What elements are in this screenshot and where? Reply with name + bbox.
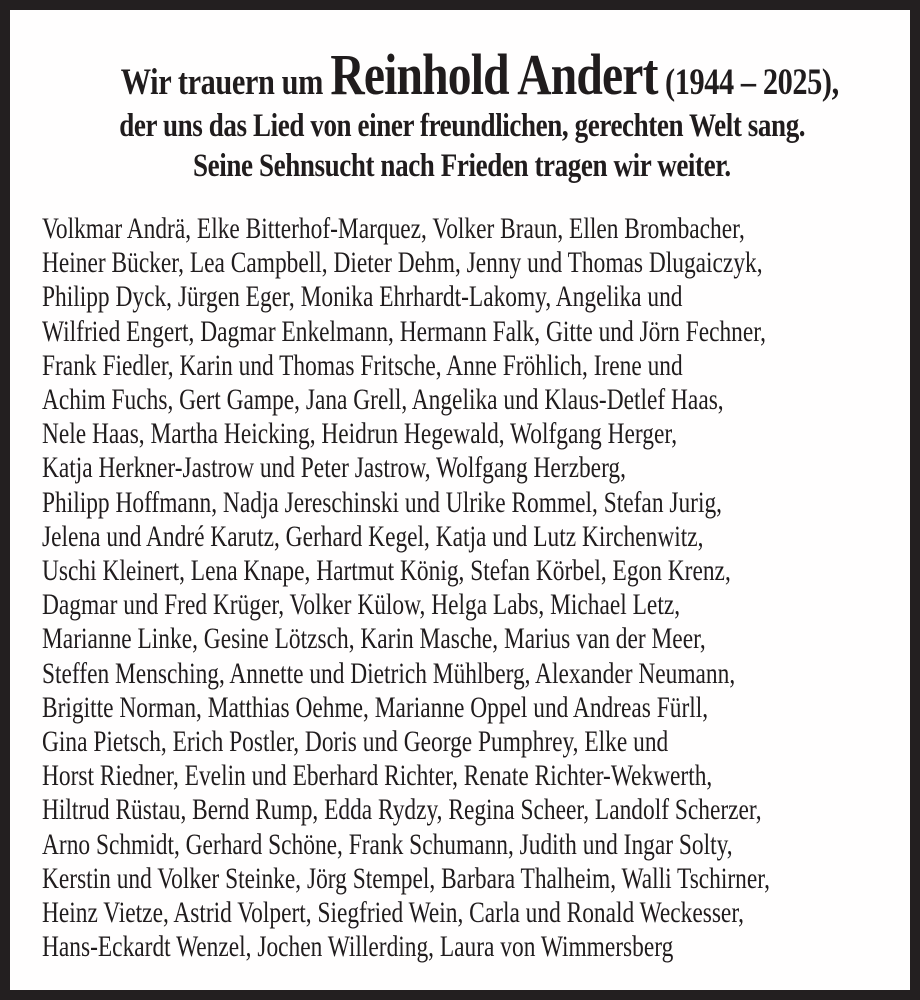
mourners-line: Marianne Linke, Gesine Lötzsch, Karin Masche, Marius van der Meer, xyxy=(42,622,706,656)
mourners-line: Frank Fiedler, Karin und Thomas Fritsche, Anne Fröhlich, Irene und xyxy=(42,348,683,382)
mourners-line: Philipp Dyck, Jürgen Eger, Monika Ehrhardt-Lakomy, Angelika und xyxy=(42,280,683,314)
mourners-line: Heinz Vietze, Astrid Volpert, Siegfried Wein, Carla und Ronald Weckesser, xyxy=(42,896,745,930)
mourners-line: Heiner Bücker, Lea Campbell, Dieter Dehm, Jenny und Thomas Dlugaiczyk, xyxy=(42,246,763,280)
mourners-line: Steffen Mensching, Annette und Dietrich Mühlberg, Alexander Neumann, xyxy=(42,656,736,690)
mourners-line: Philipp Hoffmann, Nadja Jereschinski und Ulrike Rommel, Stefan Jurig, xyxy=(42,485,723,519)
header-tribute-line-2: Seine Sehnsucht nach Frieden tragen wir weiter. xyxy=(193,148,731,184)
mourners-line: Arno Schmidt, Gerhard Schöne, Frank Schumann, Judith und Ingar Solty, xyxy=(42,827,733,861)
mourners-line: Katja Herkner-Jastrow und Peter Jastrow, Wolfgang Herzberg, xyxy=(42,451,626,485)
header-tribute-line-1: der uns das Lied von einer freundlichen, gerechten Welt sang. xyxy=(119,108,805,144)
mourners-line: Kerstin und Volker Steinke, Jörg Stempel, Barbara Thalheim, Walli Tschirner, xyxy=(42,861,770,895)
mourners-name-list xyxy=(42,212,882,964)
mourners-line: Brigitte Norman, Matthias Oehme, Marianne Oppel und Andreas Fürll, xyxy=(42,690,709,724)
deceased-name: Reinhold Andert xyxy=(330,42,658,107)
header-title-line xyxy=(42,44,882,106)
mourners-line: Horst Riedner, Evelin und Eberhard Richter, Renate Richter-Wekwerth, xyxy=(42,759,713,793)
mourners-line: Hiltrud Rüstau, Bernd Rump, Edda Rydzy, Regina Scheer, Landolf Scherzer, xyxy=(42,793,762,827)
mourners-line: Nele Haas, Martha Heicking, Heidrun Hegewald, Wolfgang Herger, xyxy=(42,417,678,451)
notice-header xyxy=(42,44,882,186)
mourners-line: Volkmar Andrä, Elke Bitterhof-Marquez, Volker Braun, Ellen Brombacher, xyxy=(42,212,745,245)
mourners-line: Jelena und André Karutz, Gerhard Kegel, Katja und Lutz Kirchenwitz, xyxy=(42,519,704,553)
mourners-line: Dagmar und Fred Krüger, Volker Külow, Helga Labs, Michael Letz, xyxy=(42,588,681,622)
mourners-line: Hans-Eckardt Wenzel, Jochen Willerding, Laura von Wimmersberg xyxy=(42,930,674,964)
mourners-line: Wilfried Engert, Dagmar Enkelmann, Hermann Falk, Gitte und Jörn Fechner, xyxy=(42,314,766,348)
mourning-prefix-text: Wir trauern um xyxy=(120,62,323,103)
mourners-line: Gina Pietsch, Erich Postler, Doris und George Pumphrey, Elke und xyxy=(42,725,669,759)
life-years-text: (1944 – 2025), xyxy=(664,62,839,103)
mourners-line: Achim Fuchs, Gert Gampe, Jana Grell, Angelika und Klaus-Detlef Haas, xyxy=(42,383,724,417)
mourners-line: Uschi Kleinert, Lena Knape, Hartmut König, Stefan Körbel, Egon Krenz, xyxy=(42,554,731,588)
